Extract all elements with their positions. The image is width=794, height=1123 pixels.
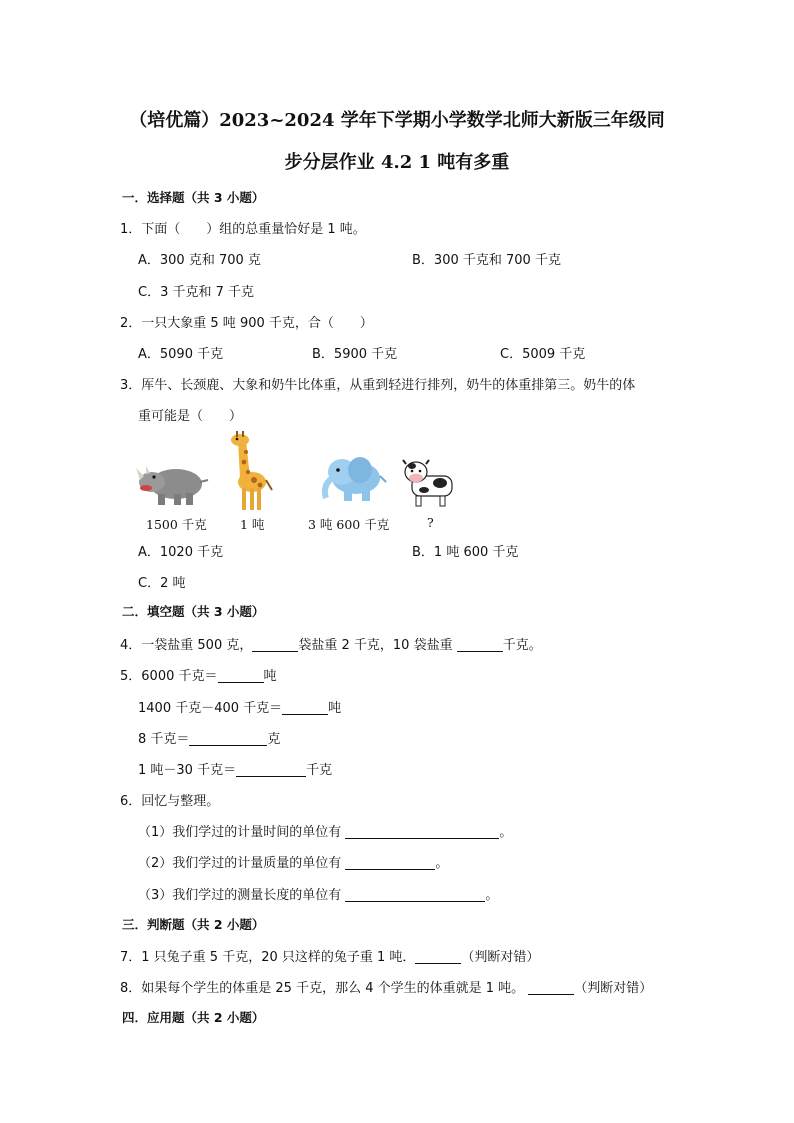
q2-stem: 2．一只大象重 5 吨 900 千克，合（ ）	[120, 316, 373, 331]
section-judge-heading: 三．判断题（共 2 小题）	[122, 917, 265, 932]
q6-l3-end: 。	[485, 888, 499, 903]
q5-line-4	[138, 759, 332, 778]
q6-line-3	[138, 884, 498, 903]
q6-l2-end: 。	[435, 856, 449, 871]
q7-text: 7．1 只兔子重 5 千克，20 只这样的兔子重 1 吨．	[120, 950, 416, 965]
section-fill-heading: 二．填空题（共 3 小题）	[122, 604, 265, 619]
q5-blank-3[interactable]	[189, 731, 267, 746]
q5-line-3	[138, 728, 280, 747]
q7-line	[120, 946, 539, 965]
q5-blank-1[interactable]	[218, 668, 264, 683]
q5-line-2	[138, 697, 341, 716]
rhino-image	[134, 460, 210, 508]
rhino-caption: 1500 千克	[146, 517, 207, 532]
cow-image	[400, 456, 458, 508]
q4-text-2: 袋盐重 2 千克，10 袋盐重	[298, 638, 453, 653]
q6-line-2	[138, 852, 448, 871]
q4-text-1: 4．一袋盐重 500 克，	[120, 638, 253, 653]
q8-tag: （判断对错）	[574, 981, 653, 996]
q5-l3-text: 8 千克＝	[138, 732, 190, 747]
elephant-caption: 3 吨 600 千克	[308, 517, 390, 532]
q4-blank-1[interactable]	[252, 637, 298, 652]
q3-option-b: B．1 吨 600 千克	[412, 545, 519, 560]
q3-option-c: C．2 吨	[138, 576, 186, 591]
q6-l3-text: （3）我们学过的测量长度的单位有	[138, 888, 342, 903]
q7-tag: （判断对错）	[461, 950, 540, 965]
giraffe-caption: 1 吨	[240, 517, 265, 532]
elephant-image	[314, 452, 388, 504]
q6-blank-3[interactable]	[345, 887, 485, 902]
q4-line	[120, 634, 542, 653]
section-choice-heading: 一．选择题（共 3 小题）	[122, 190, 265, 205]
q2-option-a: A．5090 千克	[138, 347, 224, 362]
q2-option-b: B．5900 千克	[312, 347, 398, 362]
q6-blank-2[interactable]	[345, 855, 435, 870]
doc-title-line-2: 步分层作业 4.2 1 吨有多重	[284, 152, 510, 173]
q6-l1-text: （1）我们学过的计量时间的单位有	[138, 825, 342, 840]
section-application-heading: 四．应用题（共 2 小题）	[122, 1010, 265, 1025]
q5-line-1	[120, 665, 277, 684]
q1-option-a: A．300 克和 700 克	[138, 253, 261, 268]
q3-option-a: A．1020 千克	[138, 545, 224, 560]
q6-line-1	[138, 821, 512, 840]
q5-l2-unit: 吨	[328, 701, 342, 716]
doc-title-line-1: （培优篇）2023~2024 学年下学期小学数学北师大新版三年级同	[129, 110, 665, 131]
q4-text-3: 千克。	[502, 638, 542, 653]
q5-blank-4[interactable]	[236, 762, 306, 777]
giraffe-image	[224, 430, 276, 512]
q8-text: 8．如果每个学生的体重是 25 千克，那么 4 个学生的体重就是 1 吨。	[120, 981, 525, 996]
q3-stem-line-1: 3．厍牛、长颈鹿、大象和奶牛比体重，从重到轻进行排列，奶牛的体重排第三。奶牛的体	[120, 378, 636, 393]
cow-caption: ?	[427, 515, 434, 530]
q6-stem: 6．回忆与整理。	[120, 794, 220, 809]
q8-line	[120, 977, 652, 996]
q4-blank-2[interactable]	[457, 637, 503, 652]
q5-l1-text: 5．6000 千克＝	[120, 669, 218, 684]
q5-l4-unit: 千克	[306, 763, 333, 778]
q5-l3-unit: 克	[267, 732, 281, 747]
q6-l2-text: （2）我们学过的计量质量的单位有	[138, 856, 342, 871]
q1-option-c: C．3 千克和 7 千克	[138, 285, 255, 300]
q5-l2-text: 1400 千克－400 千克＝	[138, 701, 283, 716]
q7-blank[interactable]	[415, 949, 461, 964]
q1-option-b: B．300 千克和 700 千克	[412, 253, 561, 268]
q8-blank[interactable]	[528, 980, 574, 995]
q1-stem: 1．下面（ ）组的总重量恰好是 1 吨。	[120, 222, 366, 237]
q5-blank-2[interactable]	[282, 700, 328, 715]
q3-stem-line-2: 重可能是（ ）	[138, 409, 243, 424]
q5-l4-text: 1 吨－30 千克＝	[138, 763, 237, 778]
q5-l1-unit: 吨	[263, 669, 277, 684]
q6-l1-end: 。	[499, 825, 513, 840]
q6-blank-1[interactable]	[345, 824, 499, 839]
q2-option-c: C．5009 千克	[500, 347, 586, 362]
